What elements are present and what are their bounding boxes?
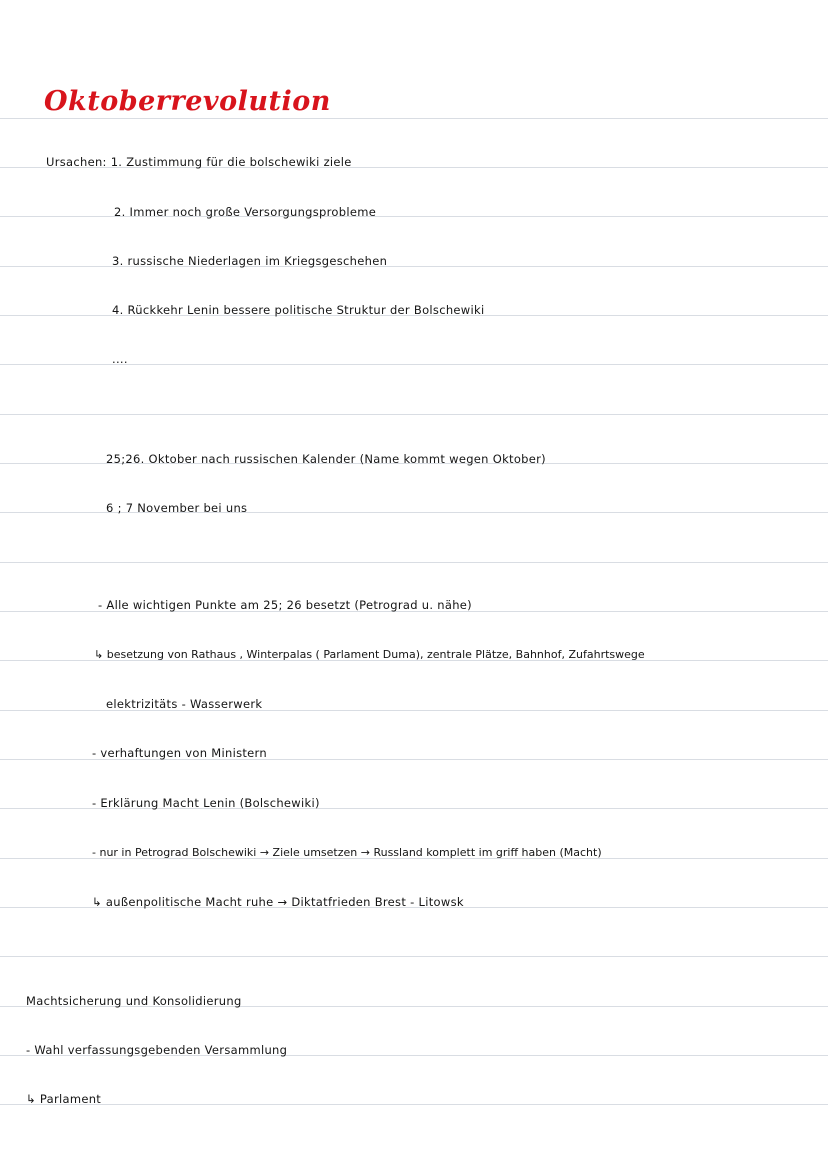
rule-line	[0, 118, 828, 119]
event-line-2: ↳ besetzung von Rathaus , Winterpalas ( Parlament Duma), zentrale Plätze, Bahnhof, Zufahrtswege	[94, 648, 645, 661]
page-title: Oktoberrevolution	[44, 86, 331, 117]
causes-ellipsis: ....	[112, 352, 128, 366]
section-heading-consolidation: Machtsicherung und Konsolidierung	[26, 994, 242, 1008]
date-line-ours: 6 ; 7 November bei uns	[106, 501, 248, 515]
consolidation-line-1: - Wahl verfassungsgebenden Versammlung	[26, 1043, 288, 1057]
rule-line	[0, 1104, 828, 1105]
rule-line	[0, 414, 828, 415]
rule-line	[0, 562, 828, 563]
causes-line-1: Ursachen: 1. Zustimmung für die bolschewiki ziele	[46, 155, 352, 169]
rule-line	[0, 956, 828, 957]
causes-line-4: 4. Rückkehr Lenin bessere politische Struktur der Bolschewiki	[112, 303, 485, 317]
event-line-6: - nur in Petrograd Bolschewiki → Ziele umsetzen → Russland komplett im griff haben (Macht)	[92, 846, 602, 859]
event-line-7: ↳ außenpolitische Macht ruhe → Diktatfrieden Brest - Litowsk	[92, 895, 464, 909]
consolidation-line-2: ↳ Parlament	[26, 1092, 102, 1106]
event-line-4: - verhaftungen von Ministern	[92, 746, 267, 760]
event-line-3: elektrizitäts - Wasserwerk	[106, 697, 263, 711]
causes-line-2: 2. Immer noch große Versorgungsprobleme	[114, 205, 377, 219]
causes-line-3: 3. russische Niederlagen im Kriegsgeschehen	[112, 254, 388, 268]
event-line-5: - Erklärung Macht Lenin (Bolschewiki)	[92, 796, 320, 810]
date-line-russian: 25;26. Oktober nach russischen Kalender (Name kommt wegen Oktober)	[106, 452, 546, 466]
event-line-1: - Alle wichtigen Punkte am 25; 26 besetzt (Petrograd u. nähe)	[98, 598, 472, 612]
